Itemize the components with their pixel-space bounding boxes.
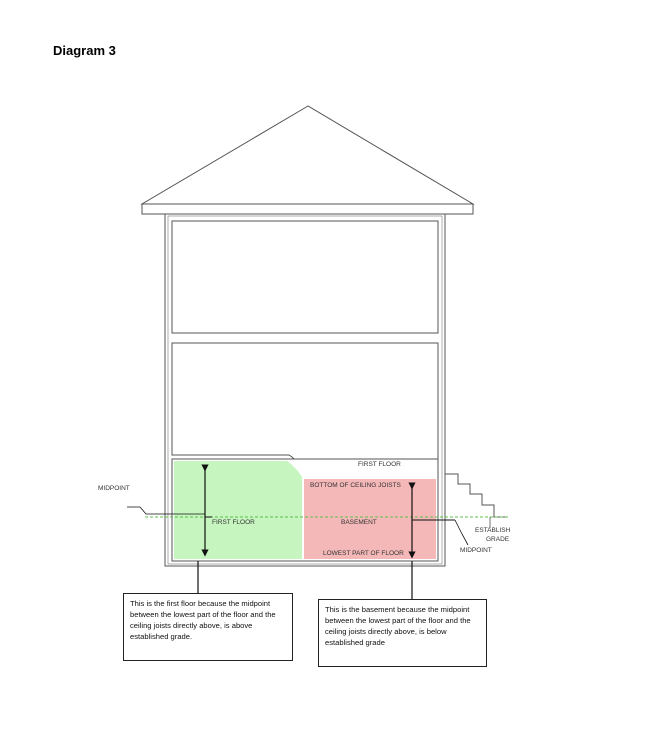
roof — [142, 106, 473, 204]
first-floor-lower-label: FIRST FLOOR — [212, 519, 255, 526]
roof-eave — [142, 204, 473, 214]
page-title: Diagram 3 — [53, 43, 116, 58]
lowest-part-of-floor-label: LOWEST PART OF FLOOR — [323, 550, 404, 557]
midpoint-left-label: MIDPOINT — [98, 485, 130, 492]
midpoint-right-label: MIDPOINT — [460, 547, 492, 554]
bottom-of-ceiling-joists-label: BOTTOM OF CEILING JOISTS — [310, 482, 401, 489]
first-floor-upper-label: FIRST FLOOR — [358, 461, 401, 468]
upper-floor — [172, 221, 438, 333]
first-floor-zone — [174, 461, 302, 559]
established-grade-label-line2: GRADE — [486, 536, 510, 543]
middle-floor — [172, 343, 438, 470]
first-floor-note: This is the first floor because the midpoint between the lowest part of the floor and the ceiling joists directly above, is above established grade. — [123, 593, 293, 661]
basement-label: BASEMENT — [341, 519, 377, 526]
exterior-stairs — [445, 474, 506, 517]
basement-note: This is the basement because the midpoint between the lowest part of the floor and the ceiling joists directly above, is below established grade — [318, 599, 487, 667]
midpoint-right-leader — [455, 520, 468, 545]
established-grade-label-line1: ESTABLISH — [475, 527, 511, 534]
